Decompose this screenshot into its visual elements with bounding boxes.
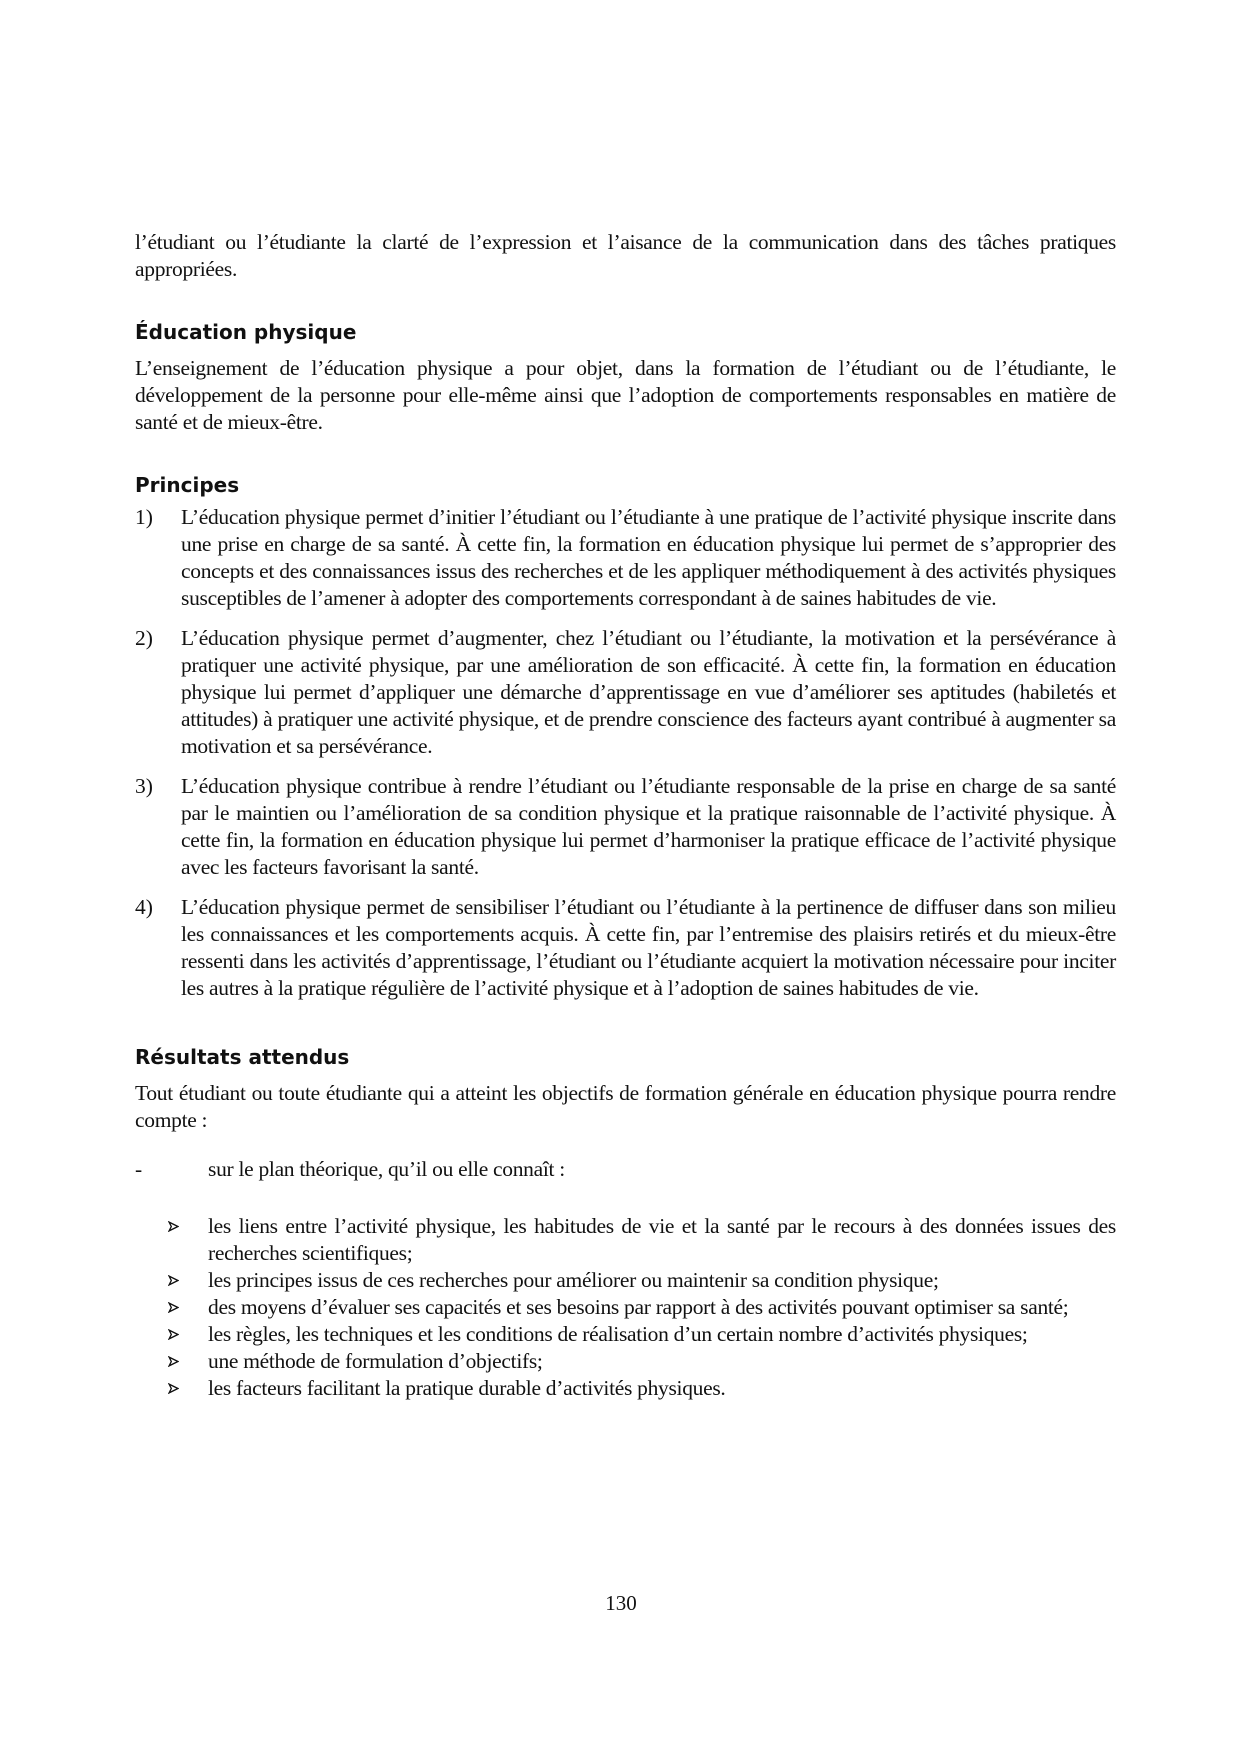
bullet-item — [135, 1294, 1116, 1321]
dash-list-item — [135, 1156, 1116, 1183]
arrowhead-bullet-icon — [168, 1302, 179, 1313]
principle-number: 2) — [135, 626, 153, 650]
principle-text: L’éducation physique permet de sensibiliser l’étudiant ou l’étudiante à la pertinence de diffuser dans son milieu les connaissances et les comportements acquis. À cette fin, par l’entremise des plaisirs retirés et du mieux-être ressenti dans les activités d’apprentissage, l’étudiant ou l’étudiante acquiert la motivation nécessaire pour inciter les autres à la pratique régulière de l’activité physique et à l’adoption de saines habitudes de vie. — [181, 895, 1116, 1000]
bullet-text: des moyens d’évaluer ses capacités et ses besoins par rapport à des activités pouvant optimiser sa santé; — [208, 1295, 1069, 1319]
bullet-item — [135, 1213, 1116, 1267]
principle-text: L’éducation physique permet d’initier l’étudiant ou l’étudiante à une pratique de l’activité physique inscrite dans une prise en charge de sa santé. À cette fin, la formation en éducation physique lui permet de s’approprier des concepts et des connaissances issus des recherches et de les appliquer méthodiquement à des activités physiques susceptibles de l’amener à adopter des comportements correspondant à de saines habitudes de vie. — [181, 505, 1116, 610]
results-intro: Tout étudiant ou toute étudiante qui a atteint les objectifs de formation générale en éducation physique pourra rendre compte : — [135, 1081, 1116, 1132]
section-heading-education-physique: Éducation physique — [135, 320, 357, 344]
principle-number: 1) — [135, 505, 153, 529]
principle-item — [135, 894, 1116, 1002]
section-paragraph: L’enseignement de l’éducation physique a pour objet, dans la formation de l’étudiant ou de l’étudiante, le développement de la personne pour elle-même ainsi que l’adoption de comportements responsables en matière de santé et de mieux-être. — [135, 356, 1116, 434]
principle-number: 4) — [135, 895, 153, 919]
principle-number: 3) — [135, 774, 153, 798]
dash-item-text: sur le plan théorique, qu’il ou elle connaît : — [208, 1157, 565, 1181]
page-number: 130 — [605, 1591, 637, 1615]
page-content — [135, 229, 1116, 1402]
bullet-item — [135, 1375, 1116, 1402]
principle-item — [135, 625, 1116, 760]
bullet-text: une méthode de formulation d’objectifs; — [208, 1349, 543, 1373]
bullet-text: les règles, les techniques et les conditions de réalisation d’un certain nombre d’activités physiques; — [208, 1322, 1028, 1346]
intro-paragraph: l’étudiant ou l’étudiante la clarté de l’expression et l’aisance de la communication dans des tâches pratiques appropriées. — [135, 230, 1116, 281]
bullet-text: les liens entre l’activité physique, les habitudes de vie et la santé par le recours à des données issues des recherches scientifiques; — [208, 1214, 1116, 1265]
section-heading-principes: Principes — [135, 473, 240, 497]
bullet-item — [135, 1267, 1116, 1294]
arrowhead-bullet-icon — [168, 1383, 179, 1394]
bullet-text: les principes issus de ces recherches pour améliorer ou maintenir sa condition physique; — [208, 1268, 939, 1292]
arrowhead-bullet-icon — [168, 1356, 179, 1367]
bullet-list — [135, 1213, 1116, 1402]
principle-item — [135, 504, 1116, 612]
principle-text: L’éducation physique contribue à rendre l’étudiant ou l’étudiante responsable de la prise en charge de sa santé par le maintien ou l’amélioration de sa condition physique et la pratique raisonnable de l’activité physique. À cette fin, la formation en éducation physique lui permet d’harmoniser la pratique efficace de l’activité physique avec les facteurs favorisant la santé. — [181, 774, 1116, 879]
section-heading-resultats-attendus: Résultats attendus — [135, 1045, 350, 1069]
dash-marker: - — [135, 1157, 143, 1181]
arrowhead-bullet-icon — [168, 1275, 179, 1286]
arrowhead-bullet-icon — [168, 1221, 179, 1232]
bullet-item — [135, 1321, 1116, 1348]
principle-item — [135, 773, 1116, 881]
principles-list — [135, 504, 1116, 1002]
arrowhead-bullet-icon — [168, 1329, 179, 1340]
bullet-text: les facteurs facilitant la pratique durable d’activités physiques. — [208, 1376, 726, 1400]
bullet-item — [135, 1348, 1116, 1375]
principle-text: L’éducation physique permet d’augmenter, chez l’étudiant ou l’étudiante, la motivation et la persévérance à pratiquer une activité physique, par une amélioration de son efficacité. À cette fin, la formation en éducation physique lui permet d’appliquer une démarche d’apprentissage en vue d’améliorer ses aptitudes (habiletés et attitudes) à pratiquer une activité physique, et de prendre conscience des facteurs ayant contribué à augmenter sa motivation et sa persévérance. — [181, 626, 1116, 758]
